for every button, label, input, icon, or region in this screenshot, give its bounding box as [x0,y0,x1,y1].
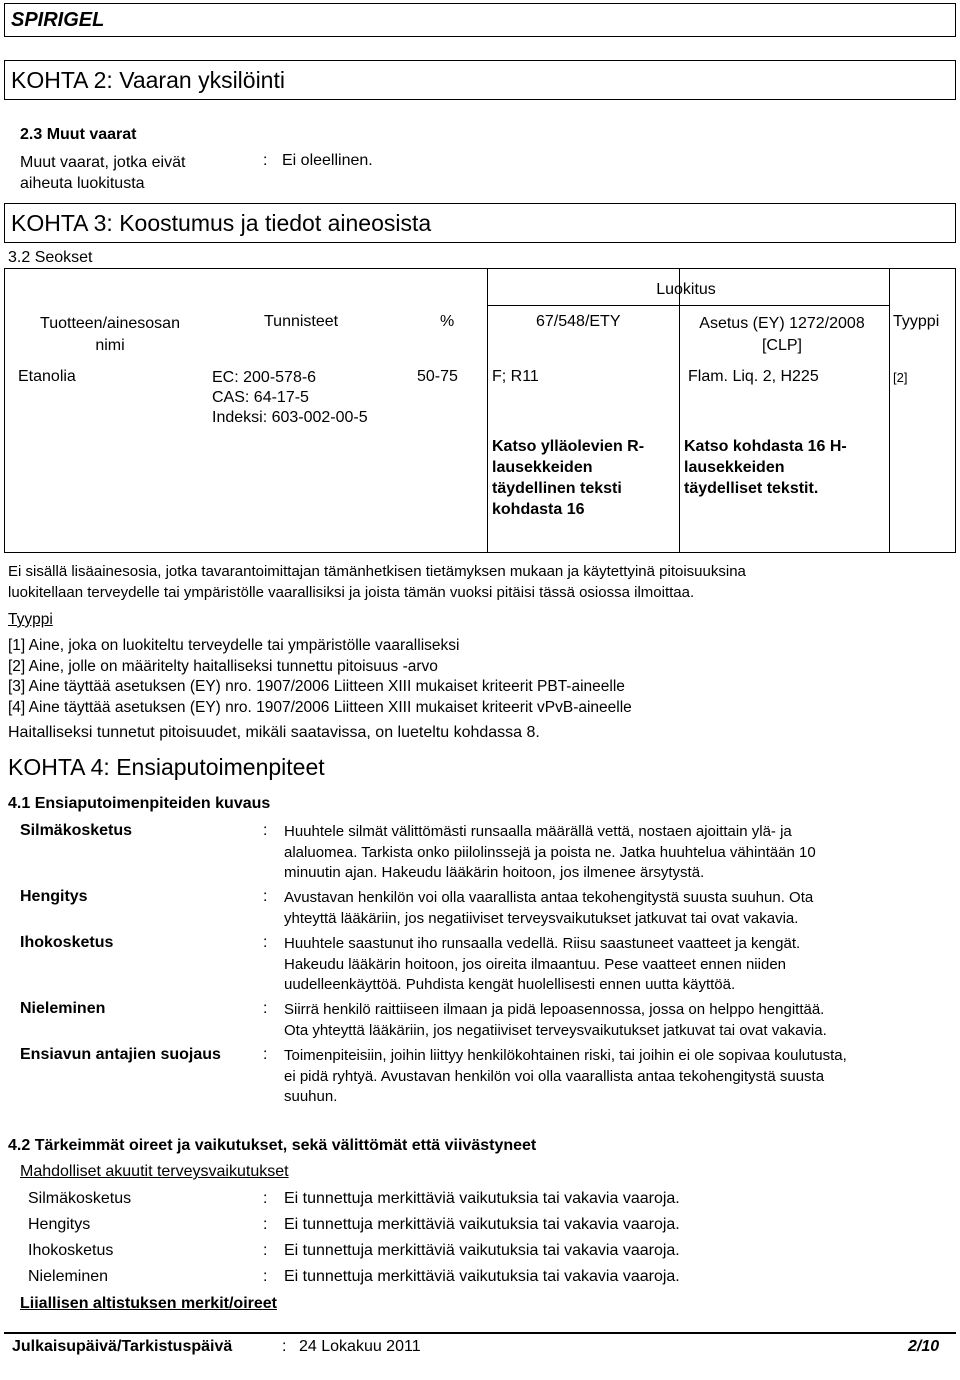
first-aid-label: Hengitys [20,888,88,905]
type-heading: Tyyppi [8,611,53,628]
row-ids: EC: 200-578-6 CAS: 64-17-5 Indeksi: 603-002-00-5 [212,369,368,426]
first-aid-label: Ensiavun antajien suojaus [20,1046,221,1063]
note-eu: Katso ylläolevien R- lausekkeiden täydellinen teksti kohdasta 16 [492,438,645,518]
symptom-label: Hengitys [28,1216,91,1233]
symptom-value: Ei tunnettuja merkittäviä vaikutuksia tai vakavia vaaroja. [284,1242,680,1259]
first-aid-label: Ihokosketus [20,934,114,951]
limits-note: Haitalliseksi tunnetut pitoisuudet, mikäli saatavissa, on lueteltu kohdassa 8. [8,724,540,741]
row-name: Etanolia [18,368,76,385]
type-list-item: [2] Aine, jolle on määritelty haitalliseksi tunnettu pitoisuus -arvo [8,657,438,675]
footer-date-label: Julkaisupäivä/Tarkistuspäivä [12,1338,233,1355]
row-percent: 50-75 [417,368,458,385]
type-list [8,636,632,718]
symptom-colon: : [263,1190,268,1207]
symptom-label: Nieleminen [28,1268,109,1285]
col-header-clp: Asetus (EY) 1272/2008 [CLP] [699,315,865,354]
first-aid-colon: : [263,822,268,839]
first-aid-text: Huuhtele silmät välittömästi runsaalla määrällä vettä, nostaen ajoittain ylä- ja alaluomea. Tarkista onko piilolinssejä ja poista ne. Jatka huuhtelua vähintään 10 minuutin ajan. Hakeudu lääkärin hoitoon, jos ilmenee ärsytystä. [284,823,816,881]
table-divider [679,269,680,552]
footer-date-value: 24 Lokakuu 2011 [299,1338,421,1355]
header-box [4,3,956,37]
first-aid-text: Toimenpiteisiin, joihin liittyy henkilökohtainen riski, tai joihin ei ole sopivaa koulutusta, ei pidä ryhtyä. Avustavan henkilön voi olla vaarallista antaa tekohengitystä suusta suuhun. [284,1047,847,1105]
first-aid-text: Avustavan henkilön voi olla vaarallista antaa tekohengitystä suusta suuhun. Ota yhteyttä lääkäriin, jos negatiiviset terveysvaikutukset jatkuvat tai ovat vakavia. [284,889,814,927]
section3-heading: KOHTA 3: Koostumus ja tiedot aineosista [11,210,432,236]
col-header-eu: 67/548/ETY [536,313,621,330]
section2-heading: KOHTA 2: Vaaran yksilöinti [11,67,285,93]
symptom-colon: : [263,1268,268,1285]
footer-rule [4,1332,956,1334]
first-aid-text: Siirrä henkilö raittiiseen ilmaan ja pidä lepoasennossa, jossa on helppo hengittää. Ota yhteyttä lääkäriin, jos negatiiviset terveysvaikutukset jatkuvat tai ovat vakavia. [284,1001,827,1039]
col-header-ids: Tunnisteet [264,313,339,330]
row-eu-class: F; R11 [492,368,539,385]
first-aid-colon: : [263,934,268,951]
symptom-value: Ei tunnettuja merkittäviä vaikutuksia tai vakavia vaaroja. [284,1216,680,1233]
note-clp: Katso kohdasta 16 H- lausekkeiden täydelliset tekstit. [684,438,847,497]
symptom-value: Ei tunnettuja merkittäviä vaikutuksia tai vakavia vaaroja. [284,1190,680,1207]
footer-colon: : [282,1338,287,1355]
composition-table [4,268,956,553]
section4-heading: KOHTA 4: Ensiaputoimenpiteet [8,754,325,780]
row-type: [2] [893,370,908,385]
symptom-colon: : [263,1216,268,1233]
symptom-colon: : [263,1242,268,1259]
col-header-percent: % [440,313,455,330]
section4-2-subheading: 4.2 Tärkeimmät oireet ja vaikutukset, sekä välittömät että viivästyneet [8,1137,537,1154]
section2-heading-box [4,60,956,100]
first-aid-label: Silmäkosketus [20,822,133,839]
table-divider [487,269,488,552]
type-list-item: [3] Aine täyttää asetuksen (EY) nro. 1907/2006 Liitteen XIII mukaiset kriteerit PBT-aineelle [8,678,625,695]
first-aid-colon: : [263,1000,268,1017]
col-header-name: Tuotteen/ainesosan nimi [40,315,180,354]
overexposure-heading: Liiallisen altistuksen merkit/oireet [20,1295,277,1312]
section4-1-subheading: 4.1 Ensiaputoimenpiteiden kuvaus [8,795,271,812]
acute-effects-heading: Mahdolliset akuutit terveysvaikutukset [20,1163,289,1180]
other-hazards-label: Muut vaarat, jotka eivät aiheuta luokitusta [20,154,186,192]
symptom-value: Ei tunnettuja merkittäviä vaikutuksia tai vakavia vaaroja. [284,1268,680,1285]
first-aid-label: Nieleminen [20,1000,106,1017]
first-aid-colon: : [263,888,268,905]
other-hazards-colon: : [263,152,268,169]
section2-subheading: 2.3 Muut vaarat [20,126,137,143]
first-aid-text: Huuhtele saastunut iho runsaalla vedellä. Riisu saastuneet vaatteet ja kengät. Hakeudu lääkärin hoitoon, jos oireita ilmaantuu. Pese vaatteet ennen niiden uudelleenkäyttöä. Puhdista kengät huolellisesti ennen uutta käyttöä. [284,935,801,993]
brand-name: SPIRIGEL [11,9,105,31]
type-list-item: [4] Aine täyttää asetuksen (EY) nro. 1907/2006 Liitteen XIII mukaiset kriteerit vPvB-aineelle [8,698,632,716]
col-header-type: Tyyppi [893,313,940,330]
first-aid-colon: : [263,1046,268,1063]
section3-heading-box [4,203,956,243]
additional-ingredients-note: Ei sisällä lisäainesosia, jotka tavarantoimittajan tämänhetkisen tietämyksen mukaan ja käytettyinä pitoisuuksina luokitellaan terveydelle tai ympäristölle vaarallisiksi ja joista tämän vuoksi pitäisi tässä osiossa ilmoittaa. [8,563,746,601]
table-divider [487,305,889,306]
other-hazards-value: Ei oleellinen. [282,152,373,169]
table-divider [889,269,890,552]
page-number: 2/10 [908,1338,940,1355]
symptom-label: Ihokosketus [28,1242,114,1259]
row-clp-class: Flam. Liq. 2, H225 [688,368,819,385]
type-list-item: [1] Aine, joka on luokiteltu terveydelle tai ympäristölle vaaralliseksi [8,637,460,654]
section3-subheading: 3.2 Seokset [8,249,93,266]
luokitus-header: Luokitus [656,281,716,298]
symptom-label: Silmäkosketus [28,1190,132,1207]
